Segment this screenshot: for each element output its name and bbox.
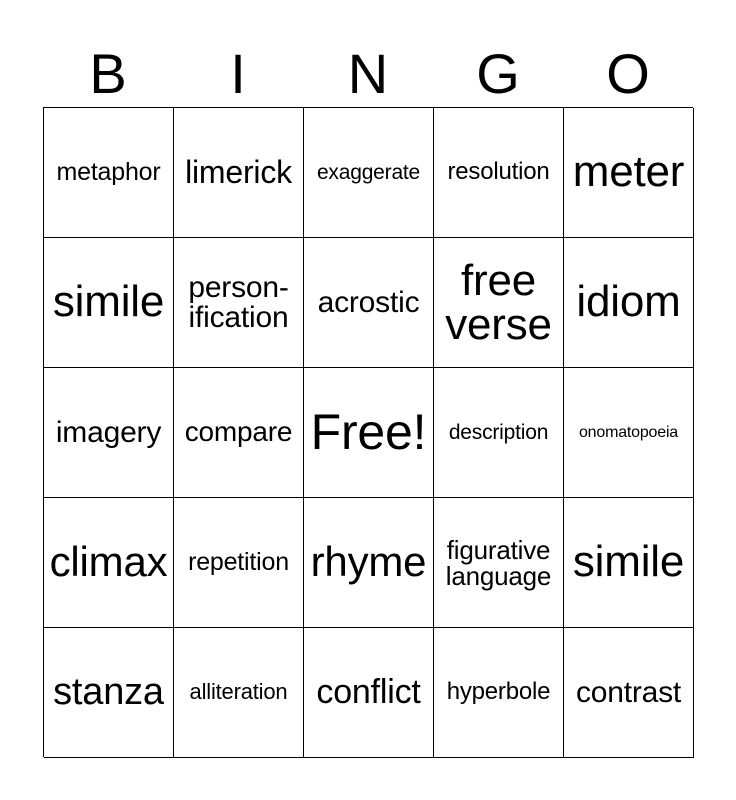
- cell-text: resolution: [447, 158, 550, 186]
- cell-text: onomatopoeia: [578, 423, 678, 441]
- cell-text: conflict: [316, 672, 421, 711]
- header-letter-o: O: [606, 42, 650, 105]
- free-space-cell[interactable]: [304, 368, 434, 498]
- bingo-cell[interactable]: [564, 628, 694, 758]
- bingo-cell[interactable]: [44, 498, 174, 628]
- cell-text: figurative language: [445, 534, 552, 591]
- header-letter-n: N: [347, 42, 389, 105]
- header-letter-b: B: [89, 42, 127, 105]
- bingo-cell[interactable]: [174, 238, 304, 368]
- bingo-cell[interactable]: [564, 238, 694, 368]
- cell-text: stanza: [53, 670, 164, 713]
- bingo-cell[interactable]: [44, 368, 174, 498]
- cell-text: limerick: [185, 153, 292, 190]
- cell-text: free verse: [445, 255, 552, 349]
- cell-text: acrostic: [317, 286, 420, 319]
- cell-text: description: [448, 420, 549, 444]
- cell-text: idiom: [576, 277, 681, 327]
- cell-text: simile: [572, 537, 685, 587]
- cell-text: alliteration: [189, 679, 288, 705]
- bingo-cell[interactable]: [174, 108, 304, 238]
- bingo-cell[interactable]: [174, 628, 304, 758]
- cell-text: contrast: [575, 676, 682, 709]
- cell-text: rhyme: [310, 538, 427, 586]
- bingo-cell[interactable]: [44, 238, 174, 368]
- bingo-cell[interactable]: [434, 498, 564, 628]
- bingo-cell[interactable]: [434, 108, 564, 238]
- bingo-cell[interactable]: [44, 108, 174, 238]
- bingo-cell[interactable]: [174, 368, 304, 498]
- header-letter-g: G: [476, 42, 520, 105]
- bingo-cell[interactable]: [174, 498, 304, 628]
- cell-text: imagery: [55, 416, 162, 449]
- cell-text: metaphor: [56, 157, 161, 186]
- bingo-cell[interactable]: [304, 108, 434, 238]
- cell-text: compare: [184, 416, 293, 448]
- cell-text: simile: [52, 277, 165, 327]
- bingo-cell[interactable]: [564, 368, 694, 498]
- cell-text: hyperbole: [446, 678, 551, 706]
- cell-text: person- ification: [188, 270, 289, 334]
- bingo-cell[interactable]: [564, 498, 694, 628]
- header-letter-i: I: [230, 42, 246, 105]
- cell-text: Free!: [310, 404, 427, 460]
- bingo-cell[interactable]: [434, 238, 564, 368]
- cell-text: meter: [572, 147, 685, 197]
- bingo-cell[interactable]: [564, 108, 694, 238]
- bingo-cell[interactable]: [434, 368, 564, 498]
- bingo-cell[interactable]: [434, 628, 564, 758]
- bingo-header: [43, 44, 693, 104]
- bingo-cell[interactable]: [304, 238, 434, 368]
- bingo-cell[interactable]: [304, 498, 434, 628]
- cell-text: repetition: [188, 547, 289, 576]
- cell-text: climax: [49, 538, 168, 586]
- bingo-card-grid: [43, 107, 693, 757]
- bingo-cell[interactable]: [44, 628, 174, 758]
- bingo-cell[interactable]: [304, 628, 434, 758]
- cell-text: exaggerate: [316, 160, 421, 184]
